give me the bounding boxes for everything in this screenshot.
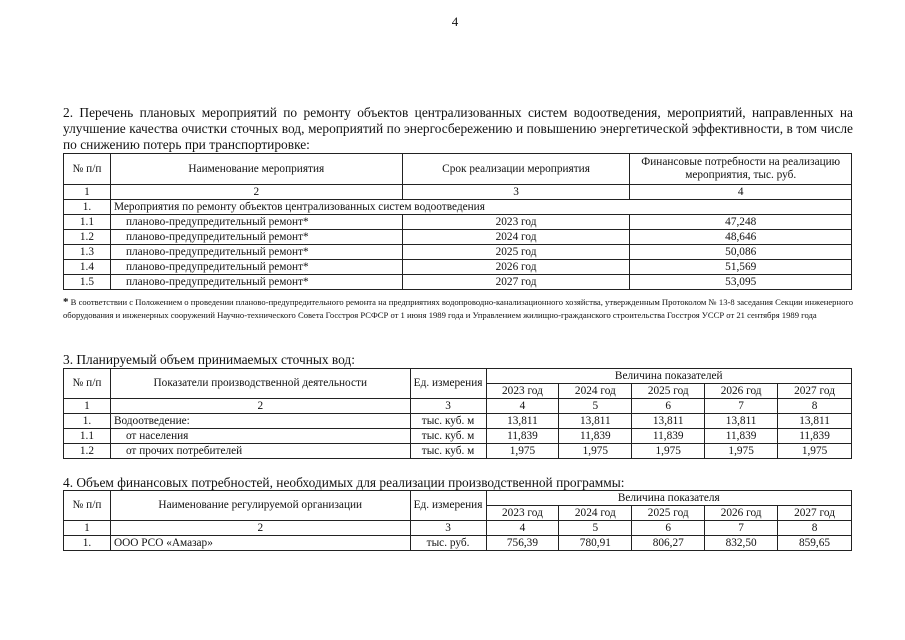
row-name: ООО РСО «Амазар» [110, 536, 410, 551]
row-name: планово-предупредительный ремонт* [110, 230, 402, 245]
header-name: Наименование мероприятия [110, 154, 402, 185]
table-row [64, 429, 852, 444]
year-header: 2025 год [632, 384, 705, 399]
footnote-text: В соответствии с Положением о проведении планово-предупредительного ремонта на предприятиях водопроводно-канализационного хозяйства, утвержденным Протоколом № 13-8 заседания Секции инженерного оборудования и инженерных сооружений Научно-технического Совета Госстроя РСФСР от 1 июня 1989 года и Управлением жилищно-гражданского строительства Госстроя УССР от 21 сентября 1989 года [63, 297, 853, 320]
row-name: от прочих потребителей [110, 444, 410, 459]
row-name: планово-предупредительный ремонт* [110, 215, 402, 230]
group-row [64, 200, 852, 215]
row-cost: 48,646 [630, 230, 852, 245]
row-num: 1.1 [64, 215, 111, 230]
row-value: 859,65 [778, 536, 852, 551]
table-row [64, 215, 852, 230]
row-name: планово-предупредительный ремонт* [110, 275, 402, 290]
table-row [64, 536, 852, 551]
table-header-row [64, 369, 852, 384]
column-number: 6 [632, 399, 705, 414]
column-number: 1 [64, 521, 111, 536]
row-term: 2024 год [402, 230, 630, 245]
column-number: 1 [64, 185, 111, 200]
column-number: 8 [778, 521, 852, 536]
row-value: 1,975 [632, 444, 705, 459]
row-num: 1.5 [64, 275, 111, 290]
row-name: планово-предупредительный ремонт* [110, 260, 402, 275]
year-header: 2027 год [778, 506, 852, 521]
table-row [64, 230, 852, 245]
table-row [64, 245, 852, 260]
row-term: 2026 год [402, 260, 630, 275]
year-header: 2027 год [778, 384, 852, 399]
row-cost: 50,086 [630, 245, 852, 260]
row-name: Водоотведение: [110, 414, 410, 429]
year-header: 2024 год [559, 506, 632, 521]
row-value: 806,27 [632, 536, 705, 551]
footnote [63, 296, 853, 321]
header-num: № п/п [64, 154, 111, 185]
header-cost: Финансовые потребности на реализацию мероприятия, тыс. руб. [630, 154, 852, 185]
row-num: 1. [64, 414, 111, 429]
row-value: 1,975 [486, 444, 559, 459]
header-values: Величина показателей [486, 369, 851, 384]
table-header-row [64, 154, 852, 185]
row-value: 13,811 [486, 414, 559, 429]
header-name: Показатели производственной деятельности [110, 369, 410, 399]
column-number: 1 [64, 399, 111, 414]
column-number: 4 [486, 399, 559, 414]
row-unit: тыс. куб. м [410, 444, 486, 459]
section-2-title: 2. Перечень плановых мероприятий по ремонту объектов централизованных систем водоотведения, мероприятий, направленных на улучшение качества очистки сточных вод, мероприятий по энергосбережению и повышению энергетической эффективности, в том числе по снижению потерь при транспортировке: [63, 105, 853, 152]
page-number: 4 [451, 14, 459, 29]
row-value: 11,839 [705, 429, 778, 444]
row-value: 780,91 [559, 536, 632, 551]
column-number: 5 [559, 521, 632, 536]
year-header: 2025 год [632, 506, 705, 521]
table-row [64, 414, 852, 429]
row-num: 1.1 [64, 429, 111, 444]
row-num: 1. [64, 536, 111, 551]
row-value: 1,975 [778, 444, 852, 459]
year-header: 2026 год [705, 384, 778, 399]
column-number: 8 [778, 399, 852, 414]
row-unit: тыс. руб. [410, 536, 486, 551]
column-number-row [64, 185, 852, 200]
row-cost: 47,248 [630, 215, 852, 230]
year-header: 2023 год [486, 506, 559, 521]
row-term: 2023 год [402, 215, 630, 230]
section-3-title: 3. Планируемый объем принимаемых сточных вод: [63, 352, 355, 367]
column-number: 3 [410, 521, 486, 536]
column-number: 2 [110, 399, 410, 414]
table-row [64, 444, 852, 459]
column-number: 4 [630, 185, 852, 200]
column-number: 2 [110, 185, 402, 200]
row-unit: тыс. куб. м [410, 429, 486, 444]
header-num: № п/п [64, 369, 111, 399]
column-number-row [64, 521, 852, 536]
row-value: 13,811 [778, 414, 852, 429]
column-number: 7 [705, 399, 778, 414]
row-name: планово-предупредительный ремонт* [110, 245, 402, 260]
group-num: 1. [64, 200, 111, 215]
header-unit: Ед. измерения [410, 491, 486, 521]
header-unit: Ед. измерения [410, 369, 486, 399]
repair-measures-table [63, 153, 852, 290]
table-header-row [64, 491, 852, 506]
header-values: Величина показателя [486, 491, 852, 506]
row-value: 13,811 [559, 414, 632, 429]
column-number: 5 [559, 399, 632, 414]
row-value: 1,975 [559, 444, 632, 459]
row-value: 11,839 [486, 429, 559, 444]
row-value: 832,50 [705, 536, 778, 551]
row-value: 11,839 [559, 429, 632, 444]
row-unit: тыс. куб. м [410, 414, 486, 429]
header-num: № п/п [64, 491, 111, 521]
row-num: 1.2 [64, 230, 111, 245]
section-4-title: 4. Объем финансовых потребностей, необходимых для реализации производственной программы: [63, 475, 625, 490]
row-num: 1.2 [64, 444, 111, 459]
year-header: 2023 год [486, 384, 559, 399]
row-num: 1.3 [64, 245, 111, 260]
financial-needs-table [63, 490, 852, 551]
column-number-row [64, 399, 852, 414]
column-number: 4 [486, 521, 559, 536]
row-term: 2027 год [402, 275, 630, 290]
row-value: 11,839 [632, 429, 705, 444]
footnote-mark: * [63, 296, 69, 308]
table-row [64, 275, 852, 290]
column-number: 7 [705, 521, 778, 536]
column-number: 6 [632, 521, 705, 536]
row-cost: 53,095 [630, 275, 852, 290]
row-value: 1,975 [705, 444, 778, 459]
header-term: Срок реализации мероприятия [402, 154, 630, 185]
row-value: 13,811 [705, 414, 778, 429]
table-row [64, 260, 852, 275]
row-name: от населения [110, 429, 410, 444]
group-name: Мероприятия по ремонту объектов централизованных систем водоотведения [110, 200, 851, 215]
column-number: 3 [410, 399, 486, 414]
header-name: Наименование регулируемой организации [110, 491, 410, 521]
row-value: 13,811 [632, 414, 705, 429]
row-term: 2025 год [402, 245, 630, 260]
year-header: 2024 год [559, 384, 632, 399]
year-header: 2026 год [705, 506, 778, 521]
row-cost: 51,569 [630, 260, 852, 275]
row-num: 1.4 [64, 260, 111, 275]
row-value: 756,39 [486, 536, 559, 551]
column-number: 3 [402, 185, 630, 200]
column-number: 2 [110, 521, 410, 536]
row-value: 11,839 [778, 429, 852, 444]
wastewater-volume-table [63, 368, 852, 459]
